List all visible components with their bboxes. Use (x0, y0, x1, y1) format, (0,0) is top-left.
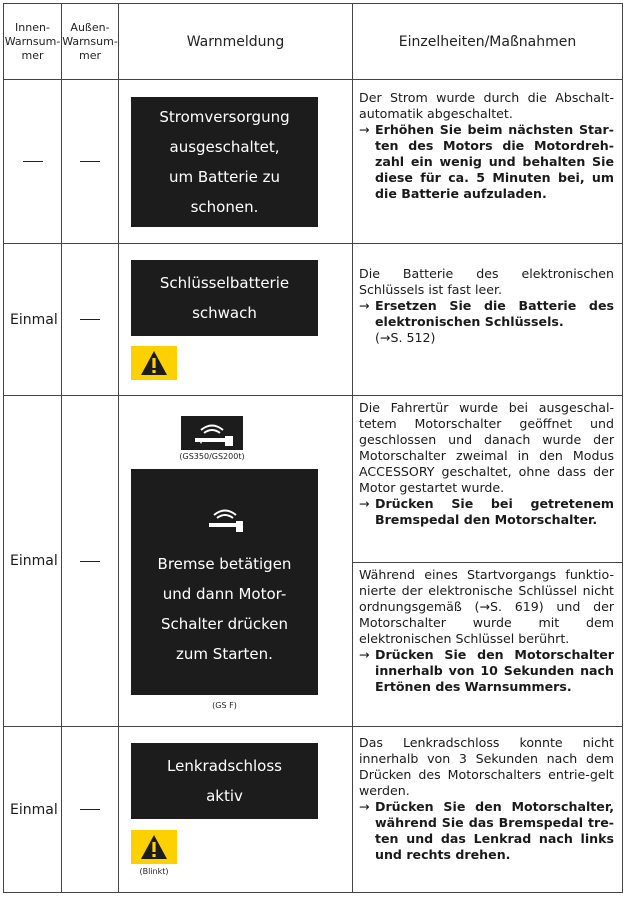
outer-buzzer-cell (62, 244, 119, 396)
description-text: Die Fahrertür wurde bei ausgeschal-tetem Motorschalter geöffnet und geschlossen und danach wurde der Motorschalter zweimal in den Modus ACCESSORY geschaltet, ohne dass der Motor gestartet wurde. (359, 400, 614, 495)
details-cell (353, 80, 623, 244)
screen-line: Schalter drücken (160, 615, 288, 633)
inner-buzzer-cell: Einmal (4, 396, 62, 727)
description-text: Während eines Startvorgangs funktio-nierte der elektronische Schlüssel nicht ordnungsgemäß (→S. 619) und der Motorschalter wurde mit dem elektronischen Schlüssel berührt. (359, 567, 614, 646)
screen-line: ausgeschaltet, (169, 138, 280, 156)
message-cell (119, 727, 353, 893)
header-inner-line: Warnsum- (4, 34, 61, 48)
header-inner-line: Innen- (15, 20, 50, 34)
screen-line: zum Starten. (176, 645, 273, 663)
blink-caption: (Blinkt) (139, 867, 169, 876)
header-inner-line: mer (21, 48, 44, 62)
header-inner-buzzer (4, 4, 62, 80)
message-cell (119, 396, 353, 727)
warning-triangle-icon (131, 346, 177, 380)
model-caption: (GS F) (212, 701, 237, 710)
arrow-icon: → (359, 298, 370, 313)
screen-line: und dann Motor- (162, 585, 287, 603)
details-cell (353, 563, 623, 727)
arrow-icon: → (359, 799, 370, 814)
inner-buzzer-cell (4, 80, 62, 244)
action-text: Drücken Sie den Motorschalter innerhalb von 10 Sekunden nach Ertönen des Warnsummers. (375, 647, 614, 694)
page-reference: (→S. 512) (375, 330, 436, 345)
inner-buzzer-cell: Einmal (4, 727, 62, 893)
screen-line: schonen. (190, 198, 259, 216)
outer-buzzer-cell (62, 727, 119, 893)
header-details: Einzelheiten/Maßnahmen (353, 4, 623, 80)
warning-message-table (3, 3, 623, 893)
dash (23, 161, 43, 162)
action-text: Erhöhen Sie beim nächsten Star-ten des Motors die Motordreh-zahl ein wenig und behalten Sie diese für ca. 5 Minuten bei, um die Batterie aufzuladen. (375, 122, 614, 201)
details-cell (353, 244, 623, 396)
warning-triangle-icon (131, 830, 177, 864)
arrow-icon: → (359, 122, 370, 137)
message-screen (131, 97, 318, 227)
screen-line: Bremse betätigen (157, 555, 292, 573)
action-text: Drücken Sie den Motorschalter, während Sie das Bremspedal tre-ten und das Lenkrad nach links und rechts drehen. (375, 799, 614, 862)
model-caption: (GS350/GS200t) (179, 452, 245, 461)
dash (80, 809, 100, 810)
action-item (359, 122, 614, 202)
screen-line: aktiv (206, 787, 243, 805)
smart-key-icon (205, 505, 245, 535)
outer-buzzer-cell (62, 396, 119, 727)
action-item (359, 799, 614, 863)
inner-buzzer-cell: Einmal (4, 244, 62, 396)
screen-line: Stromversorgung (159, 108, 290, 126)
description-text: Die Batterie des elektronischen Schlüssels ist fast leer. (359, 266, 614, 297)
screen-line: Schlüsselbatterie (159, 274, 290, 292)
action-item (359, 496, 614, 528)
message-cell (119, 80, 353, 244)
table-row (4, 396, 623, 563)
details-cell (353, 727, 623, 893)
arrow-icon: → (359, 647, 370, 662)
dash (80, 161, 100, 162)
table-row (4, 80, 623, 244)
outer-buzzer-cell (62, 80, 119, 244)
screen-line: um Batterie zu (168, 168, 281, 186)
description-text: Der Strom wurde durch die Abschalt-automatik abgeschaltet. (359, 90, 614, 121)
dash (80, 561, 100, 562)
details-cell (353, 396, 623, 563)
header-outer-buzzer (62, 4, 119, 80)
header-outer-line: mer (78, 48, 101, 62)
header-outer-line: Außen- (70, 20, 110, 34)
message-cell (119, 244, 353, 396)
screen-line: schwach (192, 304, 257, 322)
action-text: Drücken Sie bei getretenem Bremspedal den Motorschalter. (375, 496, 614, 527)
description-text: Das Lenkradschloss konnte nicht innerhalb von 3 Sekunden nach dem Drücken des Motorschalters entrie-gelt werden. (359, 735, 614, 798)
message-screen (131, 469, 318, 695)
dash (80, 319, 100, 320)
action-item (359, 647, 614, 695)
screen-line: Lenkradschloss (167, 757, 282, 775)
table-row (4, 727, 623, 893)
header-message: Warnmeldung (119, 4, 353, 80)
header-outer-line: Warnsum- (62, 34, 118, 48)
action-text: Ersetzen Sie die Batterie des elektronischen Schlüssels. (375, 298, 614, 329)
smart-key-icon (181, 416, 243, 450)
message-screen (131, 743, 318, 819)
action-item (359, 298, 614, 330)
header-row (4, 4, 623, 80)
message-screen (131, 260, 318, 336)
arrow-icon: → (359, 496, 370, 511)
table-row (4, 244, 623, 396)
